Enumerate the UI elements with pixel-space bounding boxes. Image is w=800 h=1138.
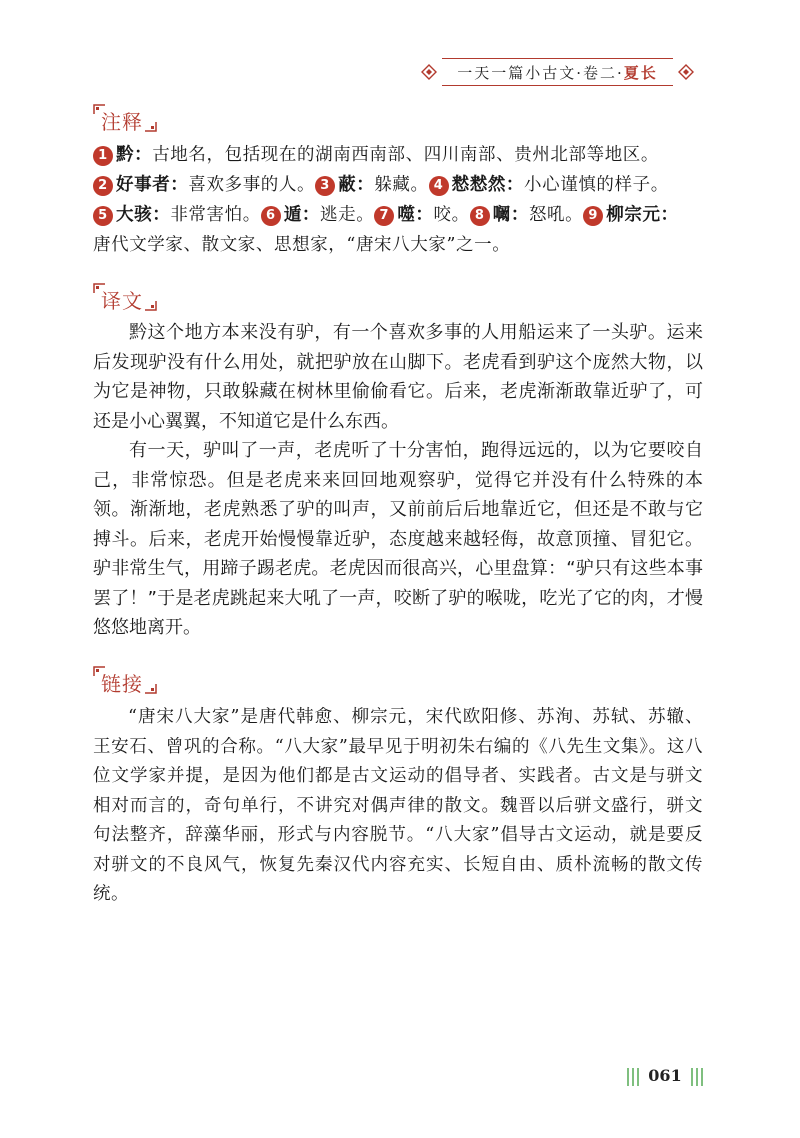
running-header	[420, 58, 695, 86]
note-term: 好事者：	[116, 175, 189, 195]
page-folio	[626, 1066, 704, 1088]
note-term: 慭慭然：	[451, 175, 525, 195]
book-title: 一天一篇小古文·卷二·	[457, 64, 624, 82]
header-rule-top	[442, 58, 673, 59]
note-term: 柳宗元：	[606, 205, 679, 225]
folio-bars-right-icon	[690, 1068, 704, 1086]
translation-title: 译文	[101, 289, 143, 313]
heading-corner-bottom-right-icon	[145, 122, 157, 132]
note-number-badge: 1	[93, 146, 113, 166]
header-text	[448, 62, 667, 83]
translation-heading	[93, 283, 157, 311]
header-rule-bottom	[442, 85, 673, 86]
note-line-2	[93, 170, 703, 200]
note-term: 㘎：	[492, 205, 529, 225]
note-number-badge: 2	[93, 176, 113, 196]
author-name: 夏长	[623, 64, 658, 82]
notes-list	[93, 140, 703, 260]
note-term: 噬：	[397, 205, 434, 225]
link-paragraph: “唐宋八大家”是唐代韩愈、柳宗元，宋代欧阳修、苏洵、苏轼、苏辙、王安石、曾巩的合称。“八大家”最早见于明初朱右编的《八先生文集》。这八位文学家并提，是因为他们都是古文运动的倡导者、实践者。古文是与骈文相对而言的，奇句单行，不讲究对偶声律的散文。魏晋以后骈文盛行，骈文句法整齐，辞藻华丽，形式与内容脱节。“八大家”倡导古文运动，就是要反对骈文的不良风气，恢复先秦汉代内容充实、长短自由、质朴流畅的散文传统。	[93, 707, 703, 904]
link-title: 链接	[101, 672, 143, 696]
note-definition: 非常害怕。	[170, 205, 261, 225]
note-definition: 古地名，包括现在的湖南西南部、四川南部、贵州北部等地区。	[152, 145, 660, 165]
notes-heading	[93, 104, 157, 132]
note-number-badge: 7	[374, 206, 394, 226]
note-number-badge: 5	[93, 206, 113, 226]
note-number-badge: 6	[261, 206, 281, 226]
note-definition: 逃走。	[320, 205, 375, 225]
note-definition: 咬。	[433, 205, 470, 225]
note-number-badge: 8	[470, 206, 490, 226]
notes-title: 注释	[101, 110, 143, 134]
note-definition: 喜欢多事的人。	[188, 175, 316, 195]
note-number-badge: 4	[429, 176, 449, 196]
note-term: 蔽：	[338, 175, 375, 195]
note-term: 黔：	[116, 145, 153, 165]
note-number-badge: 9	[583, 206, 603, 226]
note-line-4	[93, 230, 703, 260]
note-term: 大骇：	[116, 205, 171, 225]
translation-body	[93, 318, 703, 643]
folio-bars-left-icon	[626, 1068, 640, 1086]
note-term: 遁：	[283, 205, 321, 225]
note-definition: 怒吼。	[528, 205, 584, 225]
translation-paragraph-1: 黔这个地方本来没有驴，有一个喜欢多事的人用船运来了一头驴。运来后发现驴没有什么用处，就把驴放在山脚下。老虎看到驴这个庞然大物，以为它是神物，只敢躲藏在树林里偷偷看它。后来，老虎渐渐敢靠近驴了，可还是小心翼翼，不知道它是什么东西。	[93, 322, 703, 432]
note-line-3	[93, 200, 703, 230]
header-ornament-left-icon	[420, 63, 438, 81]
note-definition: 小心谨慎的样子。	[524, 175, 669, 195]
note-definition: 躲藏。	[374, 175, 429, 195]
header-ornament-right-icon	[677, 63, 695, 81]
heading-corner-bottom-right-icon	[145, 684, 157, 694]
note-number-badge: 3	[315, 176, 335, 196]
page-number: 061	[648, 1066, 682, 1085]
heading-corner-bottom-right-icon	[145, 301, 157, 311]
note-continuation: 唐代文学家、散文家、思想家，“唐宋八大家”之一。	[93, 235, 511, 255]
link-heading	[93, 666, 157, 694]
translation-paragraph-2: 有一天，驴叫了一声，老虎听了十分害怕，跑得远远的，以为它要咬自己，非常惊恐。但是老虎来来回回地观察驴，觉得它并没有什么特殊的本领。渐渐地，老虎熟悉了驴的叫声，又前前后后地靠近它，但还是不敢与它搏斗。后来，老虎开始慢慢靠近驴，态度越来越轻侮，故意顶撞、冒犯它。驴非常生气，用蹄子踢老虎。老虎因而很高兴，心里盘算：“驴只有这些本事罢了！”于是老虎跳起来大吼了一声，咬断了驴的喉咙，吃光了它的肉，才慢悠悠地离开。	[93, 440, 703, 638]
note-line-1	[93, 140, 703, 170]
